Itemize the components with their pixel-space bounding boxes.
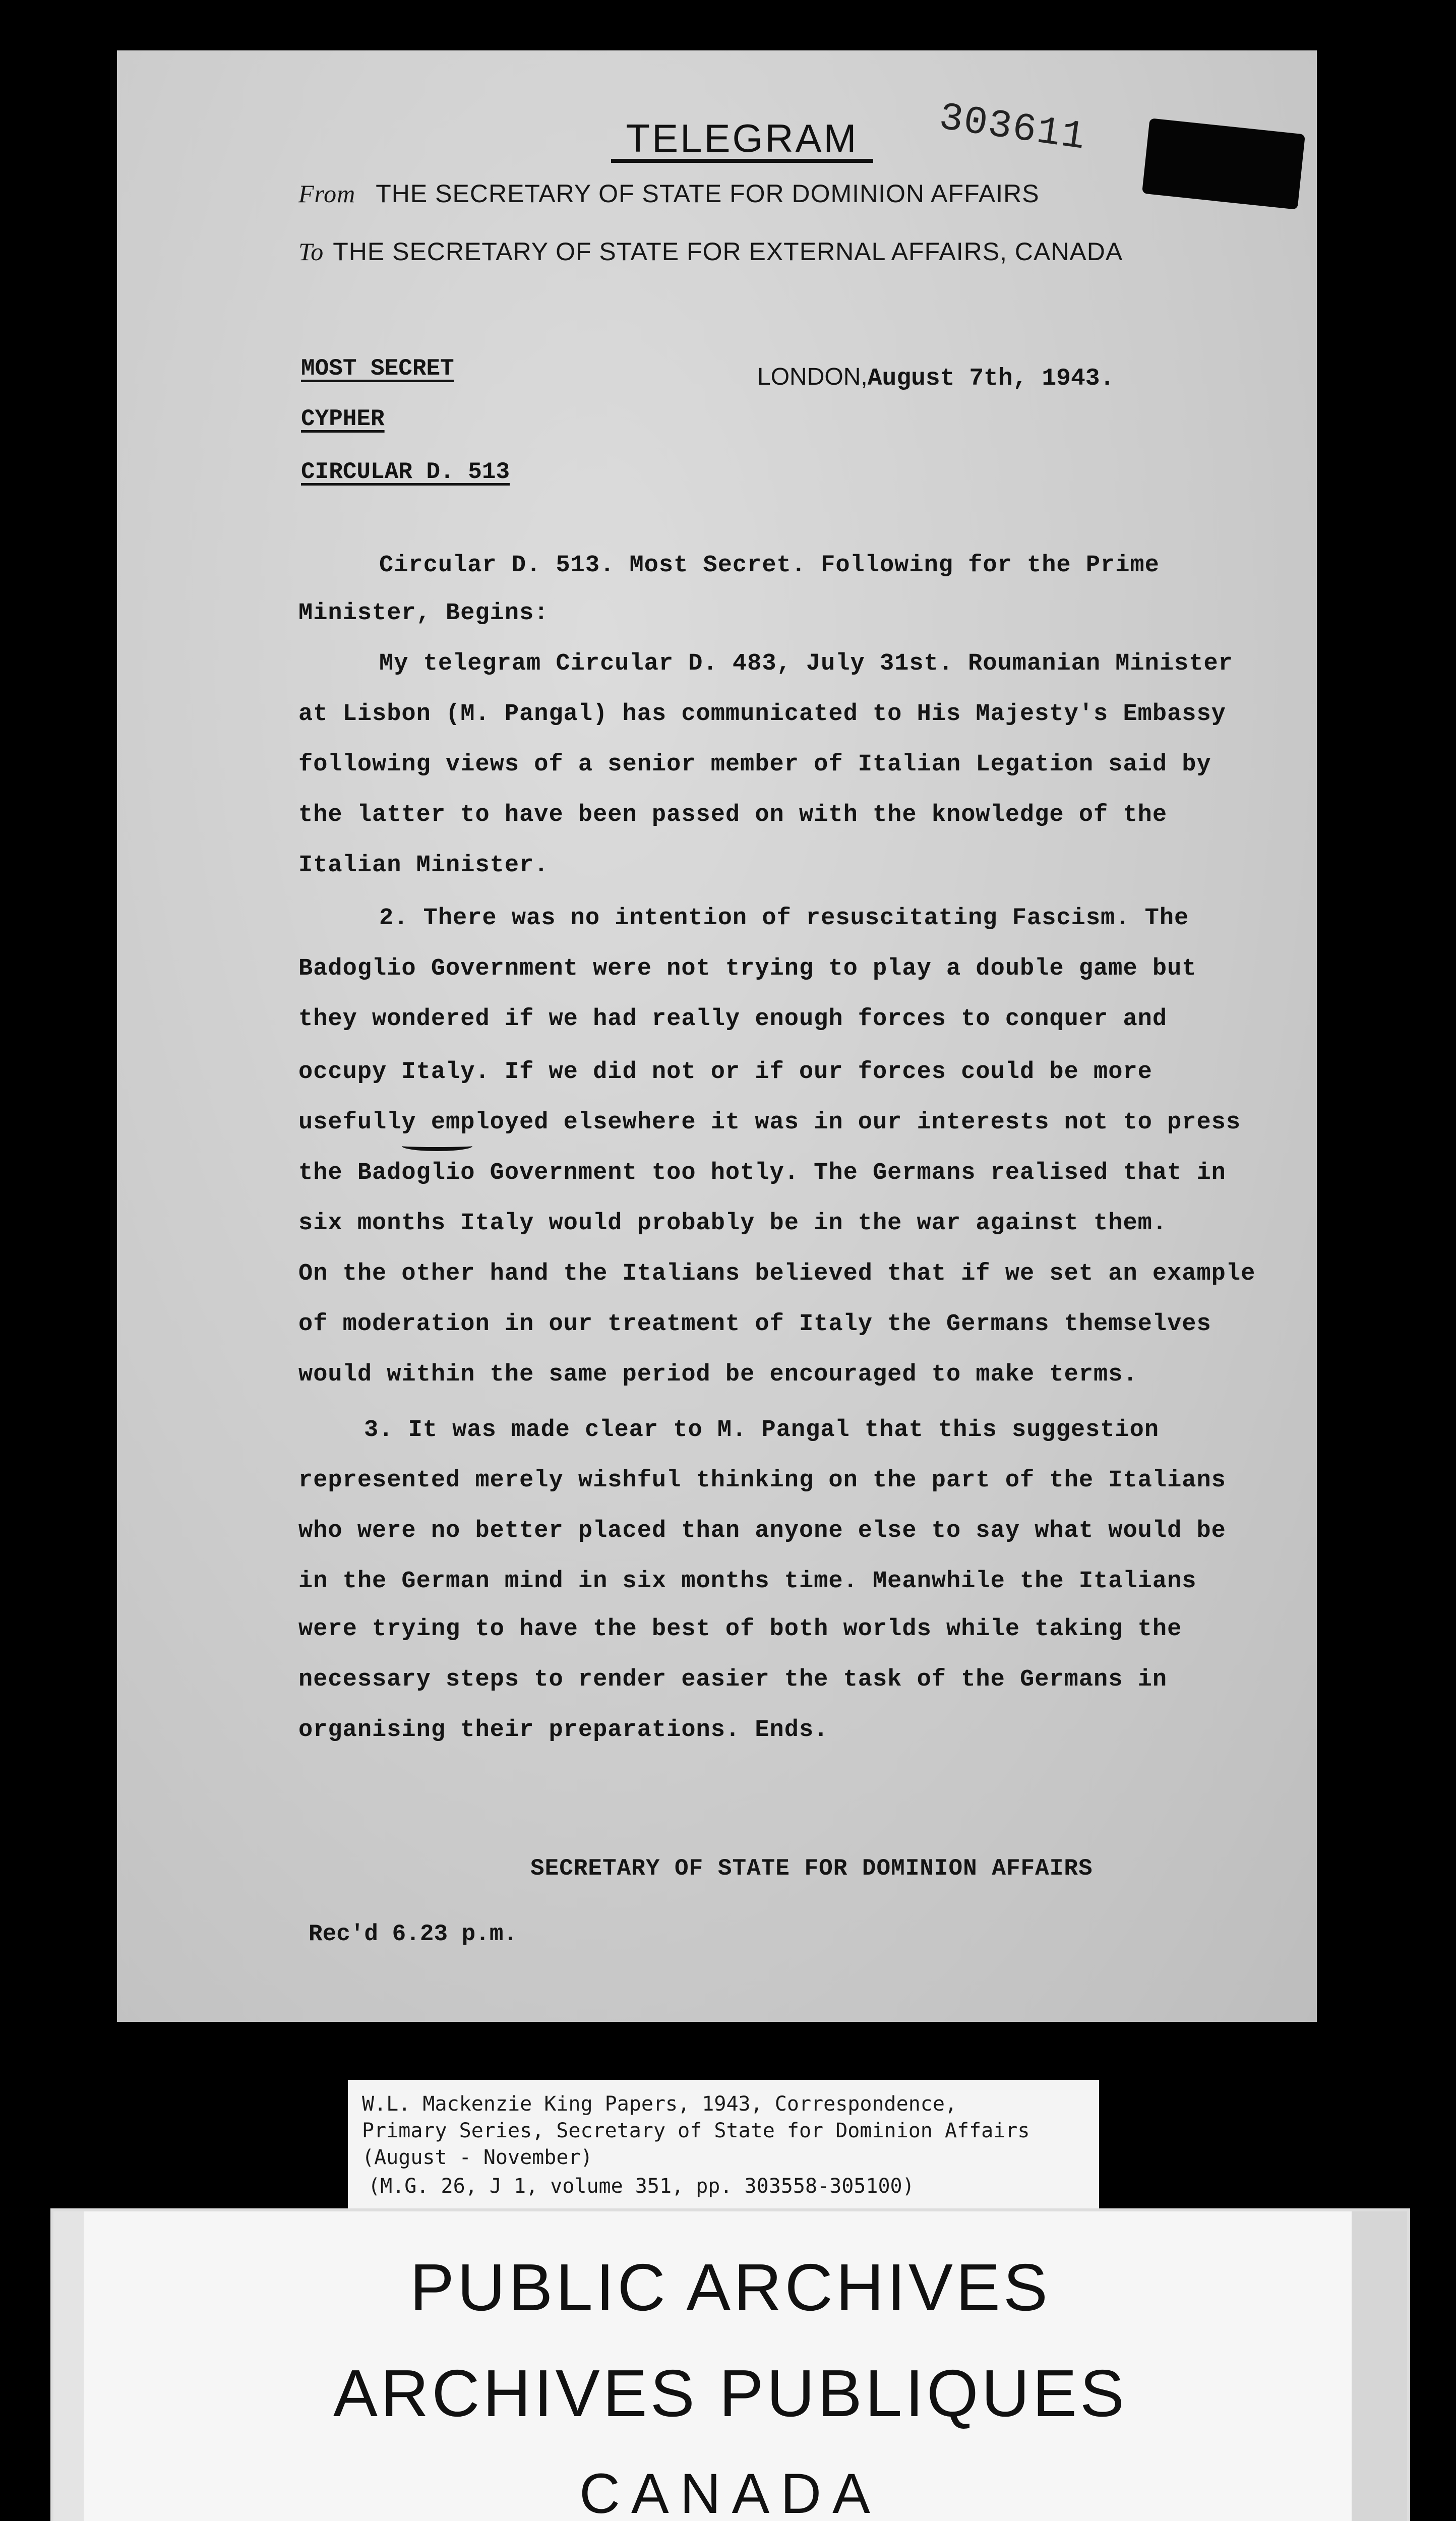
archive-label-line: Primary Series, Secretary of State for Dominion Affairs bbox=[362, 2119, 1030, 2142]
from-line bbox=[298, 179, 1040, 208]
body-line: who were no better placed than anyone else to say what would be bbox=[298, 1518, 1226, 1544]
banner-line-french: ARCHIVES PUBLIQUES bbox=[333, 2356, 1128, 2430]
body-line: My telegram Circular D. 483, July 31st. Roumanian Minister bbox=[379, 650, 1233, 677]
classification-circular: CIRCULAR D. 513 bbox=[301, 459, 510, 485]
body-line: necessary steps to render easier the task of the Germans in bbox=[298, 1666, 1168, 1693]
body-line: occupy Italy. If we did not or if our forces could be more bbox=[298, 1059, 1152, 1086]
to-label: To bbox=[298, 237, 324, 266]
body-line: Italian Minister. bbox=[298, 852, 549, 879]
body-line: six months Italy would probably be in the war against them. bbox=[298, 1210, 1168, 1237]
body-line: at Lisbon (M. Pangal) has communicated to His Majesty's Embassy bbox=[298, 701, 1226, 728]
body-line: following views of a senior member of Italian Legation said by bbox=[298, 751, 1211, 778]
banner-line-english: PUBLIC ARCHIVES bbox=[409, 2250, 1051, 2324]
body-line: On the other hand the Italians believed that if we set an example bbox=[298, 1260, 1256, 1287]
body-line: 2. There was no intention of resuscitating Fascism. The bbox=[379, 905, 1189, 932]
archive-label-line: (M.G. 26, J 1, volume 351, pp. 303558-305100) bbox=[368, 2175, 915, 2198]
dateline bbox=[757, 363, 1114, 392]
archives-banner bbox=[50, 2208, 1410, 2521]
archive-label-line: W.L. Mackenzie King Papers, 1943, Correspondence, bbox=[362, 2092, 957, 2116]
archive-label-line: (August - November) bbox=[362, 2146, 593, 2169]
body-line: organising their preparations. Ends. bbox=[298, 1717, 829, 1744]
body-line: represented merely wishful thinking on the part of the Italians bbox=[298, 1467, 1226, 1494]
banner-line-country: CANADA bbox=[579, 2462, 881, 2521]
archive-reference-card bbox=[348, 2080, 1099, 2224]
body-line: usefully employed elsewhere it was in our interests not to press bbox=[298, 1109, 1241, 1136]
telegram-title: TELEGRAM bbox=[611, 118, 873, 163]
classification-most-secret: MOST SECRET bbox=[301, 355, 454, 382]
to-line bbox=[298, 237, 1123, 266]
received-time: Rec'd 6.23 p.m. bbox=[309, 1921, 518, 1947]
body-line: the latter to have been passed on with the knowledge of the bbox=[298, 802, 1168, 828]
body-line: would within the same period be encouraged to make terms. bbox=[298, 1361, 1138, 1388]
body-line: of moderation in our treatment of Italy the Germans themselves bbox=[298, 1311, 1211, 1338]
body-line: they wondered if we had really enough forces to conquer and bbox=[298, 1006, 1168, 1033]
to-text: THE SECRETARY OF STATE FOR EXTERNAL AFFAIRS, CANADA bbox=[333, 237, 1123, 266]
classification-cypher: CYPHER bbox=[301, 406, 385, 432]
document-number-stamp: 303611 bbox=[936, 96, 1089, 160]
from-text: THE SECRETARY OF STATE FOR DOMINION AFFAIRS bbox=[376, 179, 1040, 208]
dateline-date: August 7th, 1943. bbox=[867, 365, 1115, 392]
telegram-page bbox=[117, 50, 1317, 2022]
redaction-mark bbox=[1142, 118, 1305, 210]
body-line: the Badoglio Government too hotly. The Germans realised that in bbox=[298, 1160, 1226, 1186]
body-line: 3. It was made clear to M. Pangal that this suggestion bbox=[364, 1417, 1160, 1444]
body-line: Circular D. 513. Most Secret. Following for the Prime bbox=[379, 552, 1160, 579]
body-line: Minister, Begins: bbox=[298, 600, 549, 627]
body-line: in the German mind in six months time. Meanwhile the Italians bbox=[298, 1568, 1197, 1595]
italy-underline-mark bbox=[402, 1141, 472, 1151]
dateline-place: LONDON, bbox=[757, 364, 868, 390]
body-line: Badoglio Government were not trying to play a double game but bbox=[298, 955, 1197, 982]
signature: SECRETARY OF STATE FOR DOMINION AFFAIRS bbox=[530, 1855, 1093, 1882]
body-line: were trying to have the best of both worlds while taking the bbox=[298, 1616, 1182, 1643]
from-label: From bbox=[298, 179, 356, 208]
